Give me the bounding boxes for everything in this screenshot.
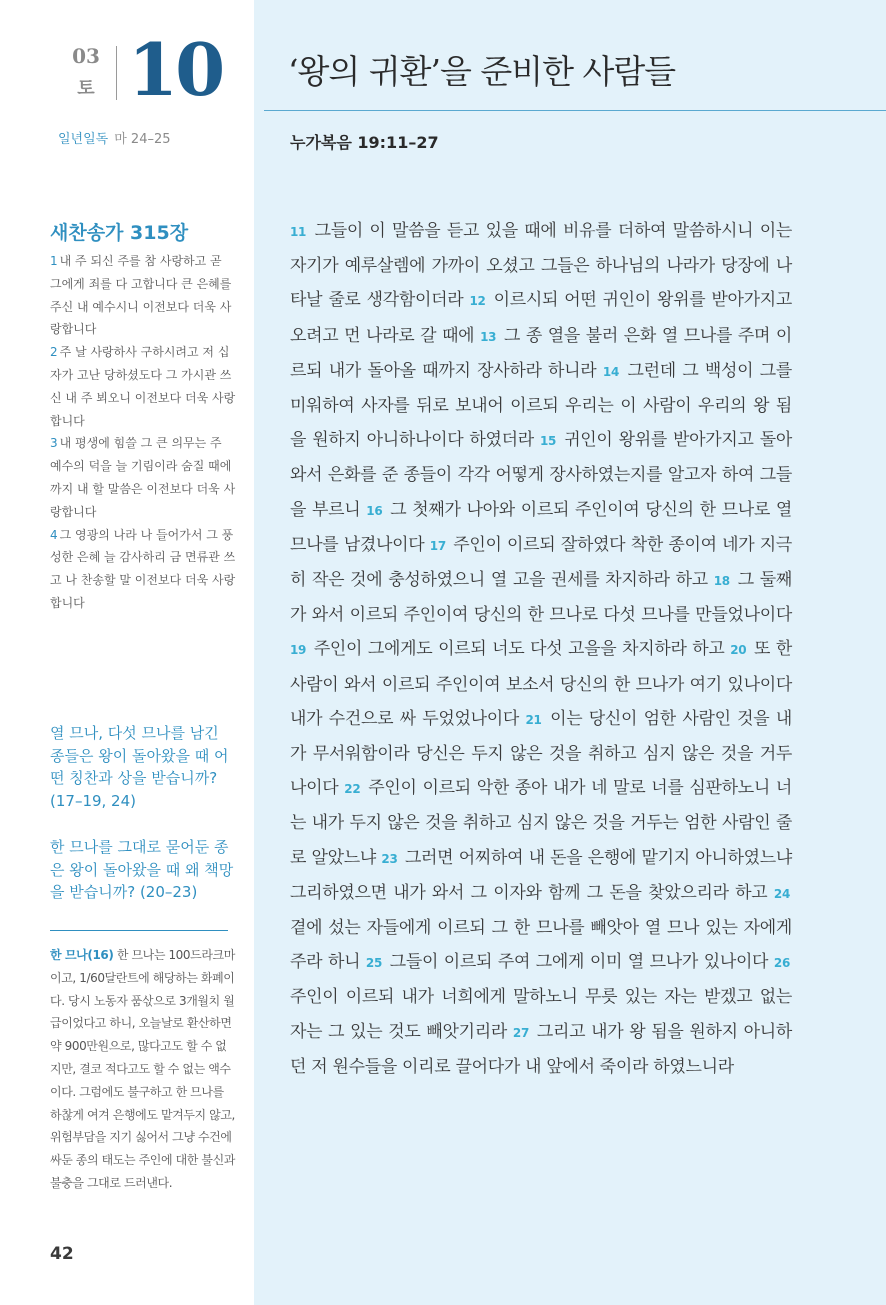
yearly-reading-label: 일년일독 [58, 132, 109, 147]
hymn-verse-number: 4 [50, 527, 58, 542]
verse-number: 18 [713, 574, 730, 589]
hymn-verse-number: 3 [50, 436, 58, 451]
date-month: 03 [72, 44, 100, 68]
hymn-verse-number: 1 [50, 254, 58, 268]
page-number: 42 [50, 1244, 74, 1264]
study-question: 열 므나, 다섯 므나를 남긴 종들은 왕이 돌아왔을 때 어떤 칭찬과 상을 받습니까? (17–19, 24) [50, 724, 229, 810]
verse-text: 귀인이 왕위를 받아가지고 돌아와서 은화를 준 종들이 각각 어떻게 장사하였는지를 알고자 하여 그들을 부르니 [290, 430, 792, 520]
verse-number: 19 [290, 643, 307, 658]
verse-text: 그러면 어찌하여 내 돈을 은행에 맡기지 아니하였느냐 그리하였으면 내가 와서 그 이자와 함께 그 돈을 찾았으리라 하고 [290, 847, 793, 903]
sidebar [0, 0, 254, 1305]
verse-number: 25 [365, 956, 383, 971]
yearly-reading [58, 128, 171, 147]
footnote-term: 한 므나(16) [50, 948, 114, 962]
verse-text: 그 종 열을 불러 은화 열 므나를 주며 이르되 내가 돌아올 때까지 장사하라 하니라 [290, 325, 792, 381]
sidebar-divider [50, 930, 228, 931]
hymn-verses [50, 250, 236, 615]
verse-number: 15 [540, 434, 557, 449]
verse-text: 주인이 그에게도 이르되 너도 다섯 고을을 차지하라 하고 [313, 639, 725, 660]
verse-number: 26 [773, 956, 790, 971]
hymn-title: 새찬송가 315장 [50, 222, 189, 244]
verse-text: 주인이 이르되 잘하였다 착한 종이여 네가 지극히 작은 것에 충성하였으니 열 고을 권세를 차지하라 하고 [290, 534, 792, 591]
verse-number: 14 [602, 364, 620, 379]
scripture-text [290, 214, 792, 1084]
verse-text: 또 한 사람이 와서 이르되 주인이여 보소서 당신의 한 므나가 여기 있나이다 내가 수건으로 싸 두었었나이다 [290, 639, 792, 729]
verse-number: 13 [480, 329, 497, 344]
verse-number: 27 [512, 1025, 529, 1040]
passage-reference: 누가복음 19:11–27 [290, 133, 439, 152]
hymn-verse [50, 524, 236, 615]
verse-text: 이르시되 어떤 귀인이 왕위를 받아가지고 오려고 먼 나라로 갈 때에 [290, 290, 792, 346]
hymn-verse-text: 그 영광의 나라 나 들어가서 그 풍성한 은혜 늘 감사하리 금 면류관 쓰고 나 찬송할 말 이전보다 더욱 사랑합니다 [50, 527, 236, 610]
footnote-text: 한 므나는 100드라크마이고, 1/60달란트에 해당하는 화폐이다. 당시 노동자 품삯으로 3개월치 월급이었다고 하니, 오늘날로 환산하면 약 900만원으로, 많다고도 할 수 없지만, 결코 적다고도 할 수 없는 액수이다. 그럼에도 불구하고 한 므나를 하찮게 여겨 은행에도 맡겨두지 않고, 위험부담을 지기 싫어서 그냥 수건에 싸둔 종의 태도는 주인에 대한 불신과 불충을 그대로 드러낸다. [50, 948, 235, 1190]
verse-number: 24 [773, 886, 791, 901]
hymn-verse-text: 주 날 사랑하사 구하시려고 저 십자가 고난 당하셨도다 그 가시관 쓰신 내 주 뵈오니 이전보다 더욱 사랑합니다 [50, 345, 236, 428]
verse-text: 주인이 이르되 악한 종아 내가 네 말로 너를 심판하노니 너는 내가 두지 않은 것을 취하고 심지 않은 것을 거두는 엄한 사람인 줄로 알았느냐 [290, 778, 792, 868]
verse-text: 이는 당신이 엄한 사람인 것을 내가 무서워함이라 당신은 두지 않은 것을 취하고 심지 않은 것을 거두나이다 [290, 708, 793, 799]
verse-text: 그런데 그 백성이 그를 미워하여 사자를 뒤로 보내어 이르되 우리는 이 사람이 우리의 왕 됨을 원하지 아니하나이다 하였더라 [290, 360, 793, 451]
verse-number: 23 [381, 851, 398, 866]
title-divider [264, 110, 886, 111]
verse-number: 12 [469, 294, 486, 309]
page-title: ‘왕의 귀환’을 준비한 사람들 [288, 52, 676, 91]
verse-text: 곁에 섰는 자들에게 이르되 그 한 므나를 빼앗아 열 므나 있는 자에게 주라 하니 [290, 918, 792, 973]
hymn-verse [50, 432, 236, 523]
verse-text: 주인이 이르되 내가 너희에게 말하노니 무릇 있는 자는 받겠고 없는 자는 그 있는 것도 빼앗기리라 [290, 987, 792, 1042]
verse-number: 21 [525, 712, 542, 727]
verse-number: 11 [290, 225, 307, 239]
date-weekday: 토 [77, 78, 95, 99]
verse-text: 그 첫째가 나아와 이르되 주인이여 당신의 한 므나로 열 므나를 남겼나이다 [290, 499, 793, 555]
hymn-verse [50, 341, 236, 432]
hymn-verse-text: 내 주 되신 주를 참 사랑하고 곧 그에게 죄를 다 고합니다 큰 은혜를 주신 내 예수시니 이전보다 더욱 사랑합니다 [50, 254, 232, 337]
study-question: 한 므나를 그대로 묻어둔 종은 왕이 돌아왔을 때 왜 책망을 받습니까? (20–23) [50, 838, 234, 901]
date-divider [116, 46, 117, 100]
yearly-reading-ref: 마 24–25 [114, 132, 171, 147]
hymn-verse [50, 250, 236, 341]
hymn-verse-text: 내 평생에 힘쓸 그 큰 의무는 주 예수의 덕을 늘 기림이라 숨질 때에까지 내 할 말씀은 이전보다 더욱 사랑합니다 [50, 436, 236, 519]
date-day: 10 [128, 27, 223, 112]
verse-number: 16 [366, 503, 383, 518]
verse-number: 20 [730, 643, 747, 658]
verse-number: 17 [429, 538, 446, 553]
verse-text: 그들이 이 말씀을 듣고 있을 때에 비유를 더하여 말씀하시니 이는 자기가 예루살렘에 가까이 오셨고 그들은 하나님의 나라가 당장에 나타날 줄로 생각함이더라 [290, 221, 793, 311]
verse-number: 22 [344, 782, 361, 797]
footnote [50, 944, 236, 1195]
verse-text: 그들이 이르되 주여 그에게 이미 열 므나가 있나이다 [389, 952, 769, 973]
hymn-verse-number: 2 [50, 345, 58, 360]
verse-text: 그리고 내가 왕 됨을 원하지 아니하던 저 원수들을 이리로 끌어다가 내 앞에서 죽이라 하였느니라 [290, 1021, 793, 1077]
verse-text: 그 둘째가 와서 이르되 주인이여 당신의 한 므나로 다섯 므나를 만들었나이다 [290, 570, 792, 626]
